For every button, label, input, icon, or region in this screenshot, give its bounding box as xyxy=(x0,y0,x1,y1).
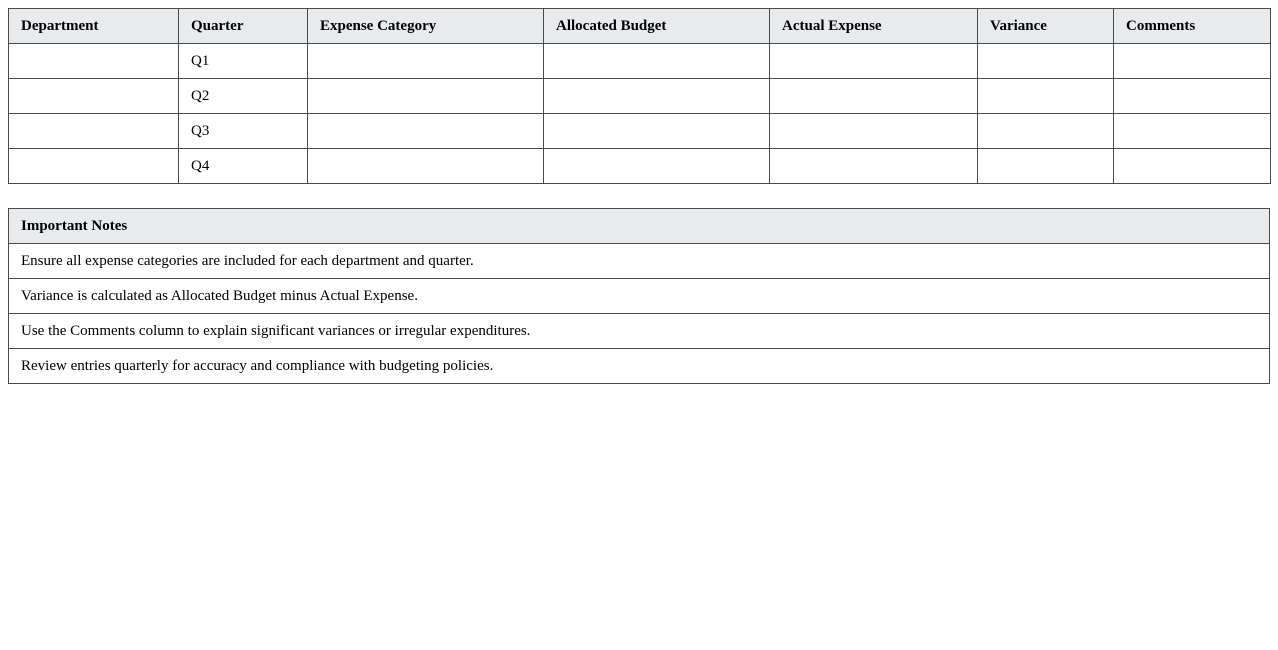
table-header-row xyxy=(9,9,1271,44)
note-row xyxy=(9,279,1270,314)
variance-cell[interactable] xyxy=(978,114,1114,149)
table-row xyxy=(9,79,1271,114)
department-cell[interactable] xyxy=(9,149,179,184)
note-row xyxy=(9,349,1270,384)
actual-expense-cell[interactable] xyxy=(770,44,978,79)
actual-expense-cell[interactable] xyxy=(770,79,978,114)
column-header-quarter: Quarter xyxy=(179,9,308,44)
note-row xyxy=(9,244,1270,279)
note-text: Variance is calculated as Allocated Budget minus Actual Expense. xyxy=(9,279,1270,314)
allocated-budget-cell[interactable] xyxy=(544,79,770,114)
note-row xyxy=(9,314,1270,349)
quarter-cell[interactable]: Q4 xyxy=(179,149,308,184)
department-cell[interactable] xyxy=(9,44,179,79)
notes-title: Important Notes xyxy=(9,209,1270,244)
column-header-expense-category: Expense Category xyxy=(308,9,544,44)
variance-cell[interactable] xyxy=(978,149,1114,184)
comments-cell[interactable] xyxy=(1114,79,1271,114)
column-header-allocated-budget: Allocated Budget xyxy=(544,9,770,44)
budget-table xyxy=(8,8,1271,184)
allocated-budget-cell[interactable] xyxy=(544,114,770,149)
expense-category-cell[interactable] xyxy=(308,114,544,149)
allocated-budget-cell[interactable] xyxy=(544,149,770,184)
notes-header-row xyxy=(9,209,1270,244)
comments-cell[interactable] xyxy=(1114,114,1271,149)
important-notes-table xyxy=(8,208,1270,384)
note-text: Review entries quarterly for accuracy and compliance with budgeting policies. xyxy=(9,349,1270,384)
variance-cell[interactable] xyxy=(978,44,1114,79)
quarter-cell[interactable]: Q3 xyxy=(179,114,308,149)
table-row xyxy=(9,44,1271,79)
table-row xyxy=(9,149,1271,184)
allocated-budget-cell[interactable] xyxy=(544,44,770,79)
department-cell[interactable] xyxy=(9,114,179,149)
column-header-comments: Comments xyxy=(1114,9,1271,44)
variance-cell[interactable] xyxy=(978,79,1114,114)
page xyxy=(8,8,1270,384)
actual-expense-cell[interactable] xyxy=(770,149,978,184)
expense-category-cell[interactable] xyxy=(308,44,544,79)
table-row xyxy=(9,114,1271,149)
column-header-variance: Variance xyxy=(978,9,1114,44)
note-text: Use the Comments column to explain significant variances or irregular expenditures. xyxy=(9,314,1270,349)
quarter-cell[interactable]: Q1 xyxy=(179,44,308,79)
comments-cell[interactable] xyxy=(1114,44,1271,79)
quarter-cell[interactable]: Q2 xyxy=(179,79,308,114)
column-header-actual-expense: Actual Expense xyxy=(770,9,978,44)
column-header-department: Department xyxy=(9,9,179,44)
expense-category-cell[interactable] xyxy=(308,149,544,184)
actual-expense-cell[interactable] xyxy=(770,114,978,149)
comments-cell[interactable] xyxy=(1114,149,1271,184)
department-cell[interactable] xyxy=(9,79,179,114)
expense-category-cell[interactable] xyxy=(308,79,544,114)
note-text: Ensure all expense categories are included for each department and quarter. xyxy=(9,244,1270,279)
